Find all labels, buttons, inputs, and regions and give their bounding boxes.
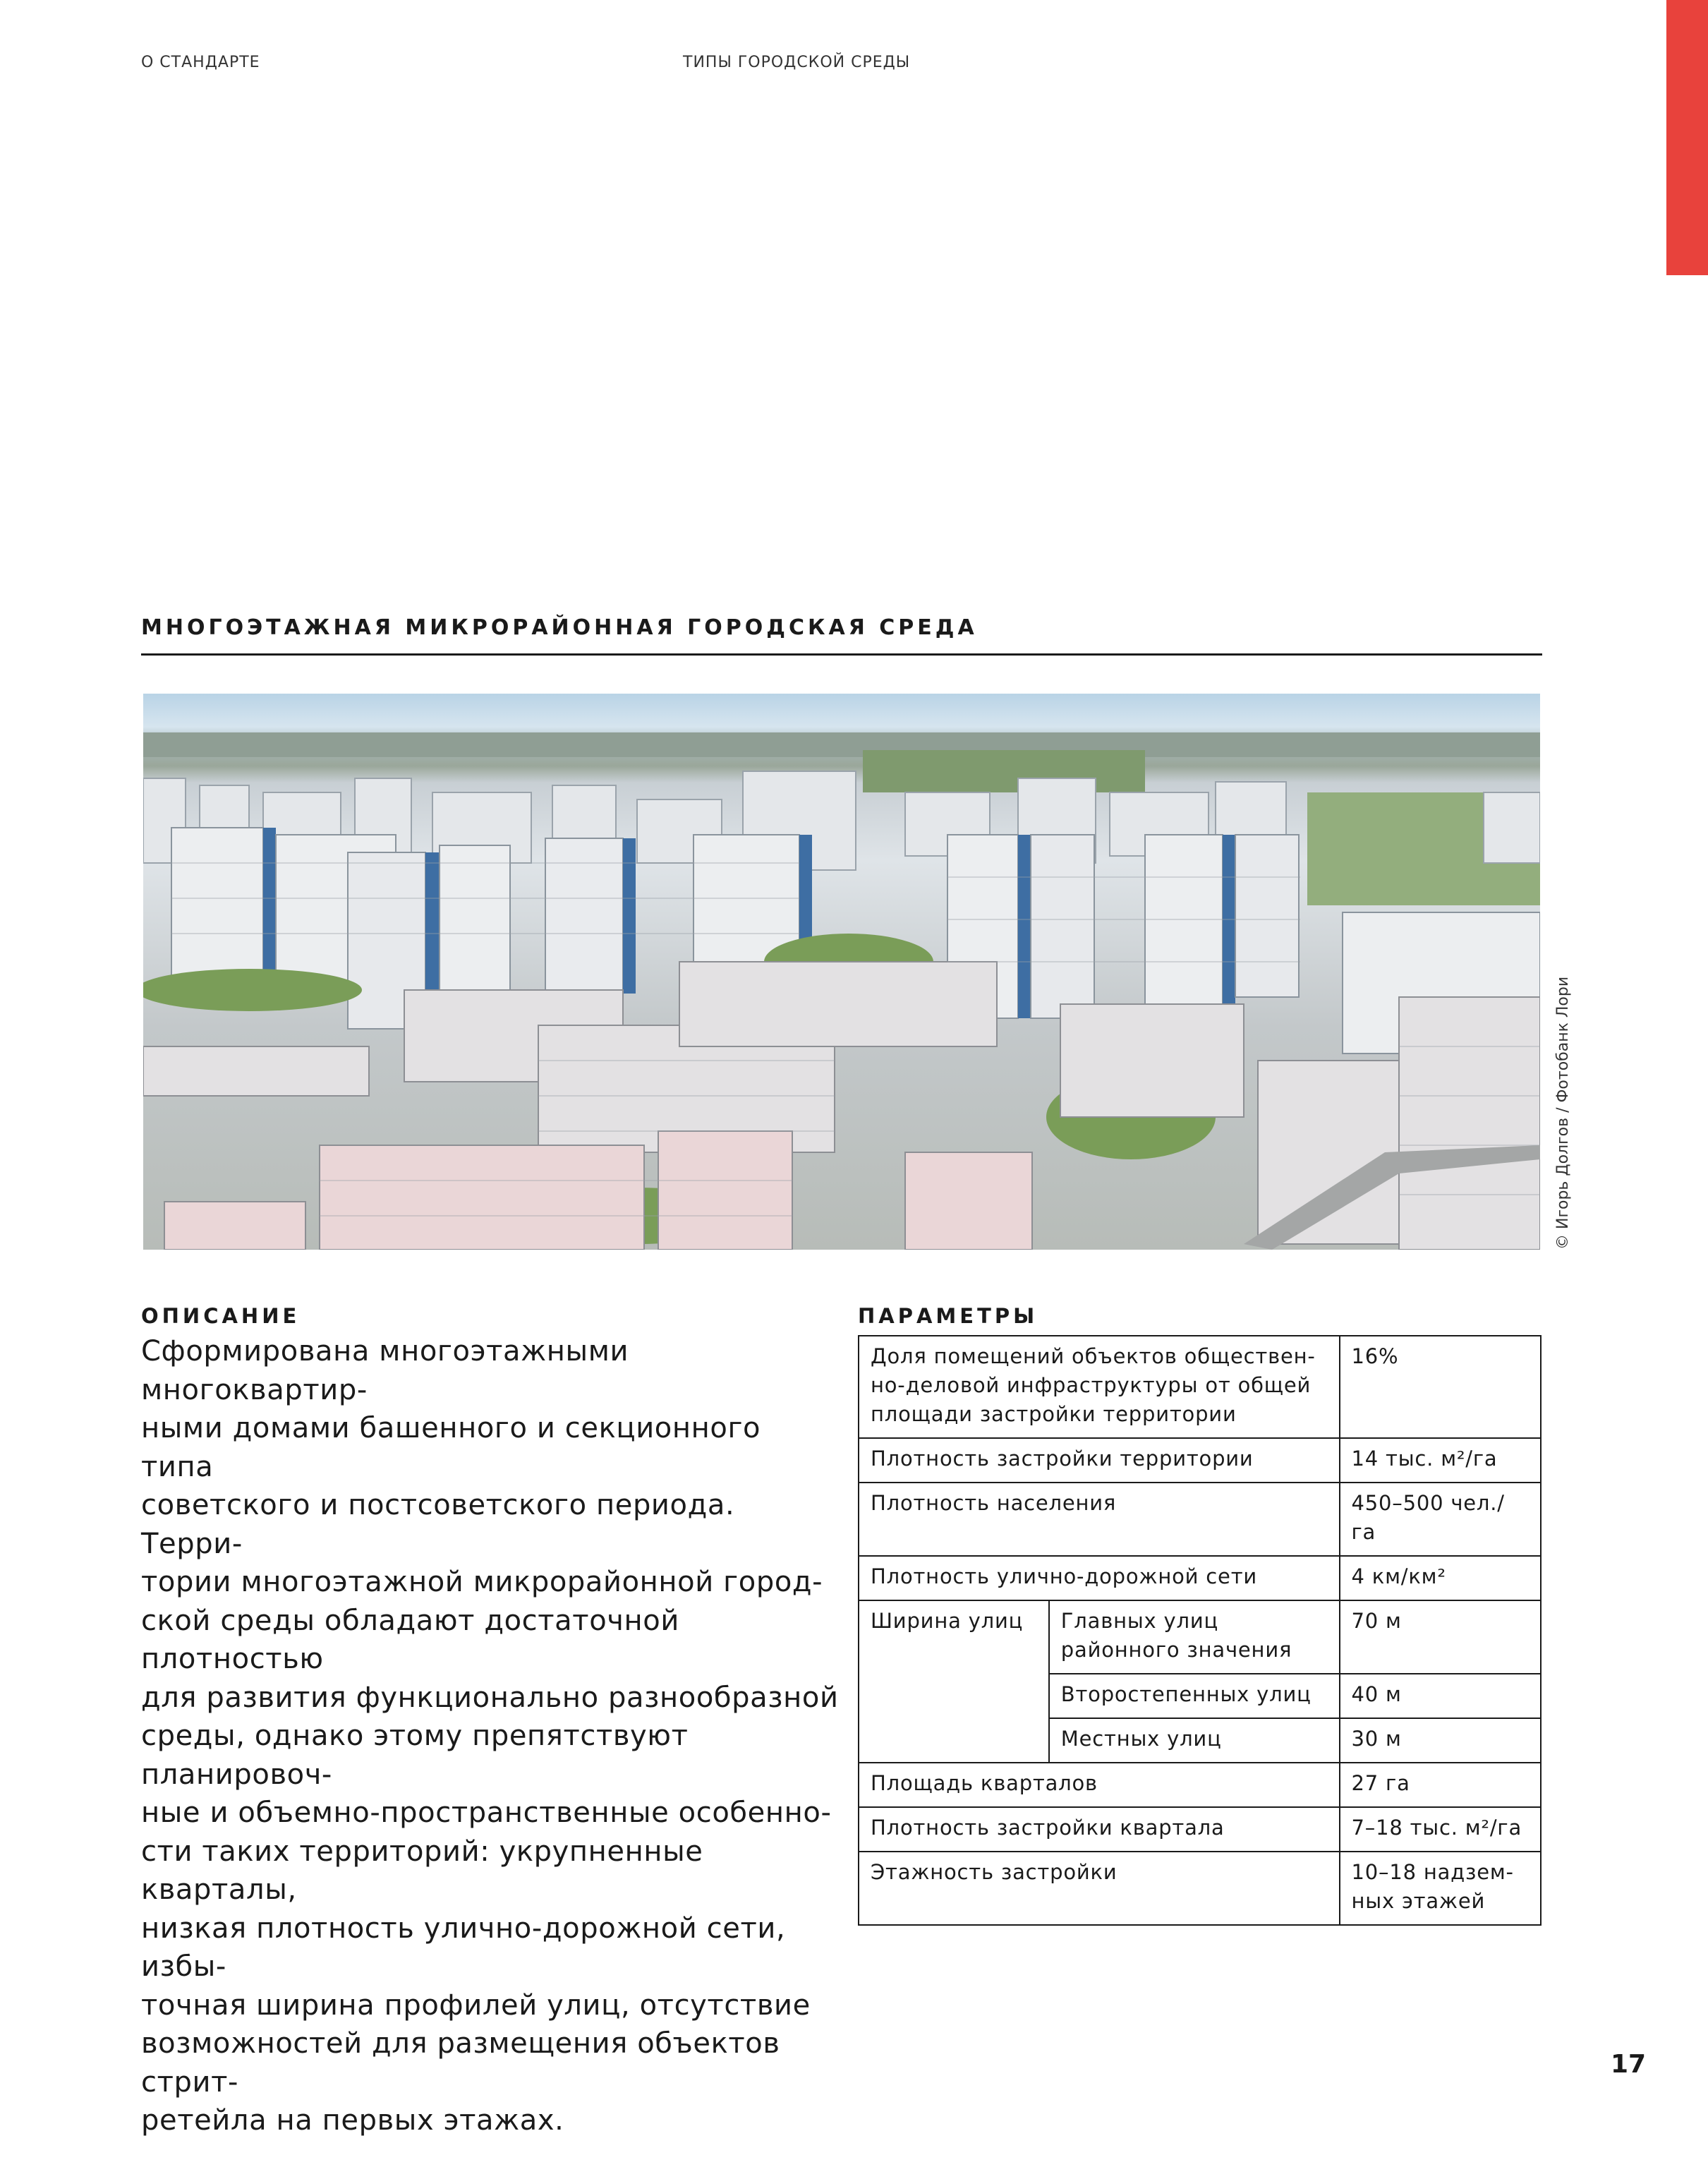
param-value: 27 га [1340, 1763, 1541, 1807]
table-row [859, 1807, 1541, 1852]
param-label: Плотность застройки территории [859, 1438, 1340, 1483]
district-photo-illustration [143, 694, 1540, 1250]
section-divider [141, 653, 1542, 656]
parameters-table [858, 1335, 1542, 1926]
param-value: 40 м [1340, 1674, 1541, 1718]
param-label: Плотность улично-дорожной сети [859, 1556, 1340, 1600]
param-label: Плотность застройки квартала [859, 1807, 1340, 1852]
param-sublabel: Главных улиц районного значения [1049, 1600, 1340, 1674]
param-value: 30 м [1340, 1718, 1541, 1763]
param-label: Доля помещений объектов обществен- но-деловой инфраструктуры от общей площади застройки территории [859, 1336, 1340, 1438]
page-number: 17 [1611, 2050, 1647, 2079]
description-heading: ОПИСАНИЕ [141, 1304, 301, 1328]
param-label: Этажность застройки [859, 1852, 1340, 1925]
param-label: Площадь кварталов [859, 1763, 1340, 1807]
running-header-chapter: ТИПЫ ГОРОДСКОЙ СРЕДЫ [683, 54, 911, 71]
param-sublabel: Местных улиц [1049, 1718, 1340, 1763]
table-row [859, 1763, 1541, 1807]
param-group-label: Ширина улиц [859, 1600, 1049, 1763]
photo-credit: © Игорь Долгов / Фотобанк Лори [1554, 976, 1572, 1250]
table-row [859, 1600, 1541, 1674]
param-value: 10–18 надзем- ных этажей [1340, 1852, 1541, 1925]
running-header-section: О СТАНДАРТЕ [141, 54, 260, 71]
param-value: 450–500 чел./га [1340, 1483, 1541, 1556]
section-title: МНОГОЭТАЖНАЯ МИКРОРАЙОННАЯ ГОРОДСКАЯ СРЕДА [141, 615, 978, 640]
district-photo [143, 694, 1540, 1250]
parameters-heading: ПАРАМЕТРЫ [858, 1304, 1038, 1328]
param-sublabel: Второстепенных улиц [1049, 1674, 1340, 1718]
table-row [859, 1556, 1541, 1600]
chapter-color-tab [1666, 0, 1708, 275]
param-value: 16% [1340, 1336, 1541, 1438]
table-row [859, 1336, 1541, 1438]
param-value: 70 м [1340, 1600, 1541, 1674]
description-text: Сформирована многоэтажными многоквартир- ными домами башенного и секционного типа советского и постсоветского периода. Терри- тории многоэтажной микрорайонной город- ской среды обладают достаточной плотностью для развития функционально разнообразной среды, однако этому препятствуют планировоч- ные и объемно-пространственные особенно- сти таких территорий: укрупненные кварталы, низкая плотность улично-дорожной сети, избы- точная ширина профилей улиц, отсутствие возможностей для размещения объектов стрит- ретейла на первых этажах. [141, 1335, 839, 2137]
param-value: 14 тыс. м²/га [1340, 1438, 1541, 1483]
param-label: Плотность населения [859, 1483, 1340, 1556]
param-value: 7–18 тыс. м²/га [1340, 1807, 1541, 1852]
param-value: 4 км/км² [1340, 1556, 1541, 1600]
table-row [859, 1483, 1541, 1556]
table-row [859, 1852, 1541, 1925]
table-row [859, 1438, 1541, 1483]
